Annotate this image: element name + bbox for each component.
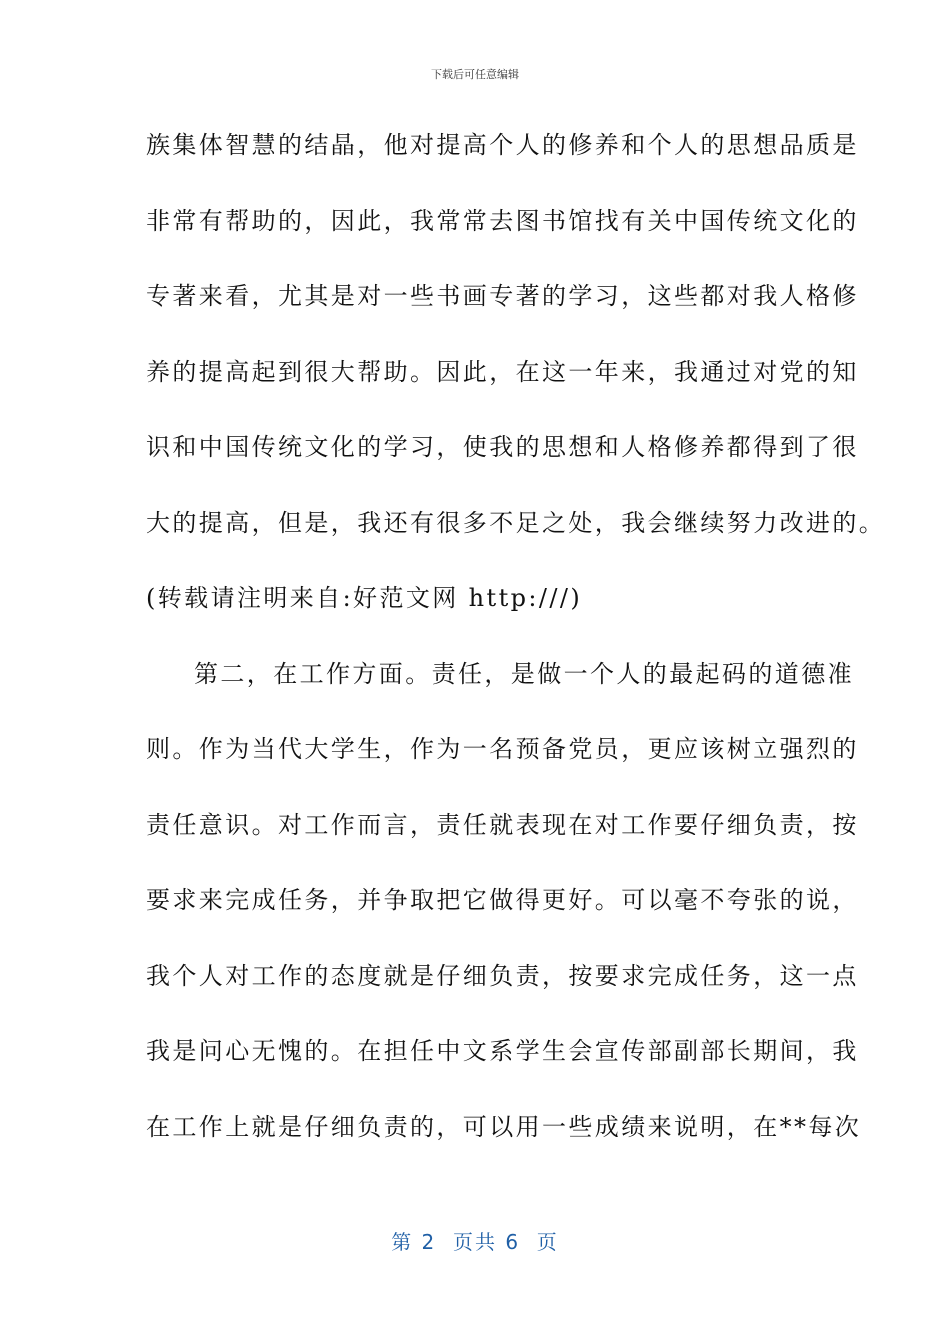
text-line: 我个人对工作的态度就是仔细负责，按要求完成任务，这一点 <box>146 961 859 990</box>
text-line: 责任意识。对工作而言，责任就表现在对工作要仔细负责，按 <box>146 810 859 839</box>
text-line: 识和中国传统文化的学习，使我的思想和人格修养都得到了很 <box>146 433 859 461</box>
text-line: 养的提高起到很大帮助。因此，在这一年来，我通过对党的知 <box>146 357 859 386</box>
source-note-line: (转载请注明来自:好范文网 http:///) <box>146 584 583 612</box>
page-number-label: 第 2 页共 6 页 <box>391 1230 559 1254</box>
text-line: 专著来看，尤其是对一些书画专著的学习，这些都对我人格修 <box>146 282 859 310</box>
document-body <box>146 122 886 1179</box>
text-line: 在工作上就是仔细负责的，可以用一些成绩来说明，在**每次 <box>146 1112 862 1141</box>
text-line: 族集体智慧的结晶，他对提高个人的修养和个人的思想品质是 <box>146 131 859 159</box>
header-note: 下载后可任意编辑 <box>431 68 519 81</box>
text-line: 则。作为当代大学生，作为一名预备党员，更应该树立强烈的 <box>146 735 859 763</box>
text-line: 大的提高，但是，我还有很多不足之处，我会继续努力改进的。 <box>146 508 886 537</box>
page-footer <box>0 1226 950 1255</box>
text-line: 要求来完成任务，并争取把它做得更好。可以毫不夸张的说， <box>146 886 859 914</box>
paragraph-start-line: 第二，在工作方面。责任，是做一个人的最起码的道德准 <box>194 659 854 688</box>
text-line: 我是问心无愧的。在担任中文系学生会宣传部副部长期间，我 <box>146 1037 859 1065</box>
text-line: 非常有帮助的，因此，我常常去图书馆找有关中国传统文化的 <box>146 206 859 235</box>
